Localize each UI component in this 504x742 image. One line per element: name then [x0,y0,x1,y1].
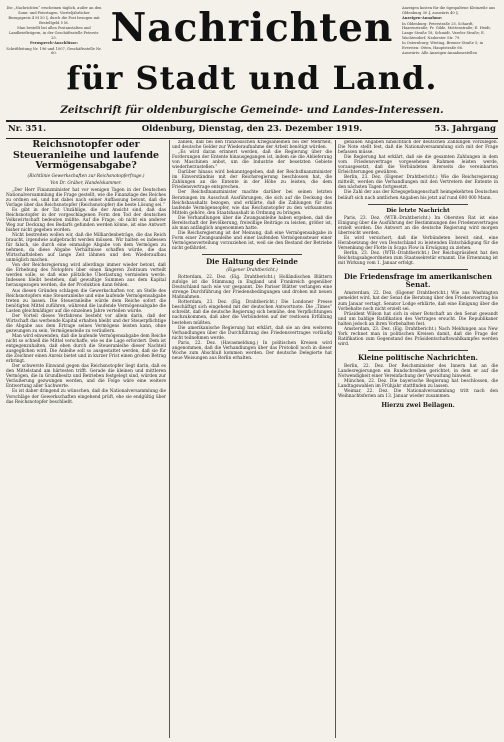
issue-date: Oldenburg, Dienstag, den 23. Dezember 1919. [141,124,363,134]
article-paragraph: München, 22. Dez. Die bayerische Regierung hat beschlossen, die Landtagswahlen im Frühjahr stattfinden zu lassen. [338,379,498,390]
subscription-info-line: Man bestellt bei allen Postanstalten und Landbriefträgern, in der Geschäftsstelle Peterstr. 25. [8,26,100,40]
article-paragraph: Man wird einwenden, daß die laufende Vermögensabgabe dem Reiche nicht so schnell die Mittel verschaffe, wie es die Lage erfordert. Dem ist entgegenzuhalten, daß eben durch die Steueranleihe dieser Nachteil ausgeglichen wird. Die Anleihe soll so ausgestattet werden, daß sie für die Zeichner einen Anreiz bietet und in kurzer Frist einen großen Betrag erbringt. [6,333,166,365]
article-byline: Von Dr. Gräber, Handelskammer. [50,180,122,186]
section-rule [368,269,468,270]
advertising-info-line: In Osternburg: Wieting, Bremer Straße 5; in Eversten: Otten, Hauptstraße 66. [402,41,484,50]
advertising-info-line: Anzeigen kosten für die 6gespaltene Kleinzeile aus Oldenburg 30 ₰, auswärts 40 ₰. [402,6,496,15]
advertising-info-line: In Oldenburg: Peterstraße 25, Schardt, Haarenstraße; Fr. Gilde, Mottenstraße; E. Heidt, Lange Straße 18, Schmidt, Vareler Straße; E. Wachtendorf, Nadorster Str. 79. [402,21,491,40]
subscription-info-box [6,6,102,57]
advertising-info-box [402,6,498,57]
article-paragraph: Amsterdam, 22. Dez. (Eigener Drahtbericht.) Wie aus Washington gemeldet wird, hat der Senat die Beratung über den Friedensvertrag bis zum Januar vertagt. Senator Lodge erklärte, daß eine Einigung über die Vorbehalte noch nicht erzielt sei. [338,291,498,312]
article-paragraph: zahlen, daß bei den französischen Kriegsanleihen bei der Mehrheit, und deutsche Gelder zur Wiederaufnahme der Arbeit benötigt würden. [172,140,332,151]
advertising-info-line: Anzeigen-Annahme: [402,16,443,21]
section-rule [202,254,302,255]
article-paragraph: Der Reichsfinanzminister machte darüber bei seinen letzten Beratungen im Ausschuß Ausführungen, die sich auf die Deckung des Reichshaushalts bezogen, und erklärte, daß die Zahlungen für das laufende Vermögensopfer, wie das Reichsnotopfer zu den wirksamsten Mitteln gehöre, den Staatshaushalt in Ordnung zu bringen. [172,190,332,216]
article-headline: Reichsnotopfer oder Steueranleihe und laufende Vermögensabgabe? [12,140,160,171]
article-paragraph: Die amerikanische Regierung hat erklärt, daß sie an den weiteren Verhandlungen über die Durchführung des Friedensvertrages vorläufig nicht teilnehmen werde. [172,325,332,341]
article-headline: Die Friedensfrage im amerikanischen Senat. [344,272,492,290]
article-paragraph: Es wird versichert, daß die Verbündeten bereit sind, eine Herabsetzung der von Deutschland zu leistenden Entschädigung für die Versenkung der Flotte in Scapa Flow in Erwägung zu ziehen. [338,236,498,252]
volume-year: 53. Jahrgang [434,124,496,134]
article-paragraph: Paris, 22. Dez. (Havasmeldung.) In politischen Kreisen wird angenommen, daß die Verhandlungen über das Protokoll noch in dieser Woche zum Abschluß kommen werden. Der deutsche Delegierte hat neue Weisungen aus Berlin erhalten. [172,340,332,361]
article-paragraph: Aus diesen Gründen schlagen die Gewerkschaften vor, an Stelle des Reichsnotopfers eine Steueranleihe und eine laufende Vermögensabgabe treten zu lassen. Die Steueranleihe würde dem Reiche sofort die benötigten Mittel zuführen, während die laufende Vermögensabgabe die Lasten gleichmäßiger auf die einzelnen Jahre verteilen würde. [6,288,166,314]
issue-line [6,120,498,139]
masthead-subtitle: Zeitschrift für oldenburgische Gemeinde- und Landes-Interessen. [60,104,444,116]
article-headline: Die Haltung der Feinde [206,257,298,267]
article-paragraph: Die Zahl der aus der Kriegsgefangenschaft heimgekehrten Deutschen beläuft sich nach amtlichen Angaben bis jetzt auf rund 600 000 Mann. [338,190,498,201]
column-1 [6,140,166,738]
article-paragraph: Weimar, 22. Dez. Die Nationalversammlung tritt nach den Weihnachtsferien am 13. Januar wieder zusammen. [338,389,498,400]
section-rule [368,204,468,205]
article-paragraph: Es gibt in der Tat Unzählige, die der Ansicht sind, daß das Reichsnotopfer in der vorgeschlagenen Form den Tod der deutschen Volkswirtschaft bedeuten müßte. Auf die Frage, ob nicht ein anderer Weg zur Deckung des Bedarfs gefunden werden könne, ist eine Antwort bisher nicht gegeben worden. [6,207,166,233]
article-paragraph: Die Reichsregierung ist der Meinung, daß eine Vermögensabgabe in Form einer Zwangsanleihe und einer laufenden Vermögenssteuer einer Vermögensverteilung vorzuziehen ist, weil sie den Bestand der Betriebe nicht gefährdet. [172,230,332,251]
section-rule [368,350,468,351]
article-paragraph: Präsident Wilson hat sich in einer Botschaft an den Senat gewandt und um baldige Ratifikation des Vertrages ersucht. Die Republikaner halten jedoch an ihren Vorbehalten fest. [338,311,498,327]
article-paragraph: Rotterdam, 23. Dez. (Eig. Drahtbericht.) Die Londoner Presse beschäftigt sich eingehend mit der deutschen Antwortnote. Die „Times“ schreibt, daß die deutsche Regierung sich bemühe, den Verpflichtungen nachzukommen, daß aber die Verbündeten auf der restlosen Erfüllung bestehen müßten. [172,300,332,326]
article-paragraph: Amsterdam, 23. Dez. (Eig. Drahtbericht.) Nach Meldungen aus New York rechnet man in politischen Kreisen damit, daß die Frage der Ratifikation zum Gegenstand des Präsidentschaftswahlkampfes werden wird. [338,326,498,347]
article-paragraph: „Es wird daran erinnert werden, daß die Regierung über die Forderungen der Entente hinausgegangen ist, indem sie die Ablieferung von Maschinen anbot, um die Industrie der besetzten Gebiete wiederherzustellen.“ [172,150,332,171]
masthead-title-line2: für Stadt und Land. [66,59,438,97]
column-divider [335,140,336,738]
article-paragraph: Der schwerste Einwand gegen das Reichsnotopfer liegt darin, daß es den Mittelstand am härtesten trifft. Gerade die kleinen und mittleren Vermögen, die in Grundbesitz und Betrieben festgelegt sind, würden zur Veräußerung gezwungen werden, und die Folge wäre eine weitere Entwertung aller Sachwerte. [6,364,166,390]
supplements-note: Hierzu zwei Beilagen. [381,402,455,410]
article-paragraph: Paris, 23. Dez. (WTB.-Drahtbericht.) Im Obersten Rat ist eine Einigung über die Ausführung der Bestimmungen des Friedensvertrages erzielt worden. Die Antwort an die deutsche Regierung wird morgen überreicht werden. [338,215,498,237]
article-lead: (Eigener Drahtbericht.) [226,268,278,274]
subscription-info-line: Die „Nachrichten“ erscheinen täglich, außer an den Sonn- und Feiertagen. Vierteljährlicher [6,6,102,15]
subscription-info-line: Bezugspreis 4 M 50 ₰, durch die Post bezogen mit Bestellgeld 5 M. [8,16,100,25]
article-headline: Kleine politische Nachrichten. [358,352,478,362]
article-paragraph: Rotterdam, 22. Dez. (Eig. Drahtbericht.) Holländischen Blättern zufolge ist die Stimmung in England und Frankreich gegenüber Deutschland nach wie vor gespannt. Die Pariser Blätter verlangen eine strenge Durchführung der Friedensbedingungen und drohen mit neuen Maßnahmen. [172,275,332,301]
article-paragraph: Darüber hinaus wird bekanntgegeben, daß der Reichsfinanzminister im Einverständnis mit der Reichsregierung beschlossen hat, die Zahlungen an die Entente in der Höhe zu leisten, die dem Friedensvertrage entsprechen. [172,170,332,191]
article-paragraph: Berlin, 23. Dez. (WTB.-Drahtbericht.) Der Reichspräsident hat den Reichstagsabgeordneten zum Staatssekretär ernannt. Die Ernennung ist mit Wirkung vom 1. Januar erfolgt. [338,251,498,267]
article-paragraph: Die Verhandlungen über die Zwangsanleihe haben ergeben, daß die Bereitschaft der Bevölkerung, freiwillige Beiträge zu leisten, größer ist, als man anfänglich angenommen hatte. [172,215,332,231]
column-3 [338,140,498,738]
column-2 [172,140,332,738]
issue-number: Nr. 351. [8,124,47,134]
article-paragraph: Berlin, 22. Dez. Der Reichsminister des Innern hat an die Landesregierungen ein Rundschreiben gerichtet, in dem er auf die Notwendigkeit einer Vereinfachung der Verwaltung hinweist. [338,363,498,380]
article-paragraph: Der Vorteil dieses Verfahrens besteht vor allem darin, daß der Wirtschaft das werbende Kapital erhalten bleibt und der Steuerpflichtige die Abgabe aus dem Ertrage seines Vermögens leisten kann, ohne gezwungen zu sein, Vermögensteile zu veräußern. [6,313,166,334]
article-lead: (Richtlinie Gewerkschaften zur Reichsnotopferfrage.) [27,173,145,179]
article-paragraph: Nicht bestreiten wollen wir, daß die Milliardenbeträge, die das Reich braucht, irgendwie aufgebracht werden müssen. Wir halten es indessen für falsch, sie durch eine einmalige Abgabe von dem Vermögen zu nehmen, da diese Abgabe Verhältnisse schaffen würde, die das Wirtschaftsleben auf lange Zeit lähmen und den Wiederaufbau unmöglich machen. [6,233,166,264]
article-paragraph: Von der Reichsregierung wird allerdings immer wieder betont, daß die Erhebung des Notopfers über einen längeren Zeitraum verteilt werden solle, so daß eine plötzliche Überlastung vermieden werde. Indessen bleibt bestehen, daß gewaltige Summen aus dem Kapital herausgezogen werden, die der Produktion dann fehlen. [6,263,166,289]
article-paragraph: „Der Herr Finanzminister hat vor wenigen Tagen in der Deutschen Nationalversammlung die Frage gestellt, wie die Finanzlage des Reiches zu ordnen sei, und hat dabei nach seiner Auffassung betont, daß die Vorlage über das Reichsnotopfer (Reichsnotopfer) die beste Lösung sei.“ [6,187,166,208]
article-paragraph: Es ist daher dringend zu wünschen, daß die Nationalversammlung die Vorschläge der Gewerkschaften eingehend prüft, ehe sie endgültig über das Reichsnotopfer beschließt. [6,389,166,405]
article-paragraph: Die Regierung hat erklärt, daß sie die gesamten Zahlungen in dem vom Friedensvertrage vorgesehenen Rahmen leisten werde, vorausgesetzt, daß die Verbündeten ihrerseits die vereinbarten Erleichterungen gewähren. [338,155,498,176]
subscription-info-line: Fernsprech-Anschlüsse: [29,41,79,46]
article-paragraph: genauen Angaben hinsichtlich der deutschen Zahlungen vorzulegen. Die Note stellt fest, daß die Nationalversammlung sich mit der Frage befassen müsse. [338,140,498,156]
subscription-info-line: Schriftleitung Nr. 196 und 1007, Geschäftsstelle Nr. 60. [6,46,102,56]
masthead-title: Nachrichten [110,5,394,51]
column-divider [169,140,170,738]
advertising-info-line: Auswärts: Alle Anzeigen-Annahmestellen [402,51,477,56]
article-paragraph: Berlin, 23. Dez. (Eigener Drahtbericht.) Wie die Reichsregierung mitteilt, werden die Verhandlungen mit den Vertretern der Entente in den nächsten Tagen fortgesetzt. [338,175,498,191]
article-headline: Die letzte Nachricht [386,207,450,214]
